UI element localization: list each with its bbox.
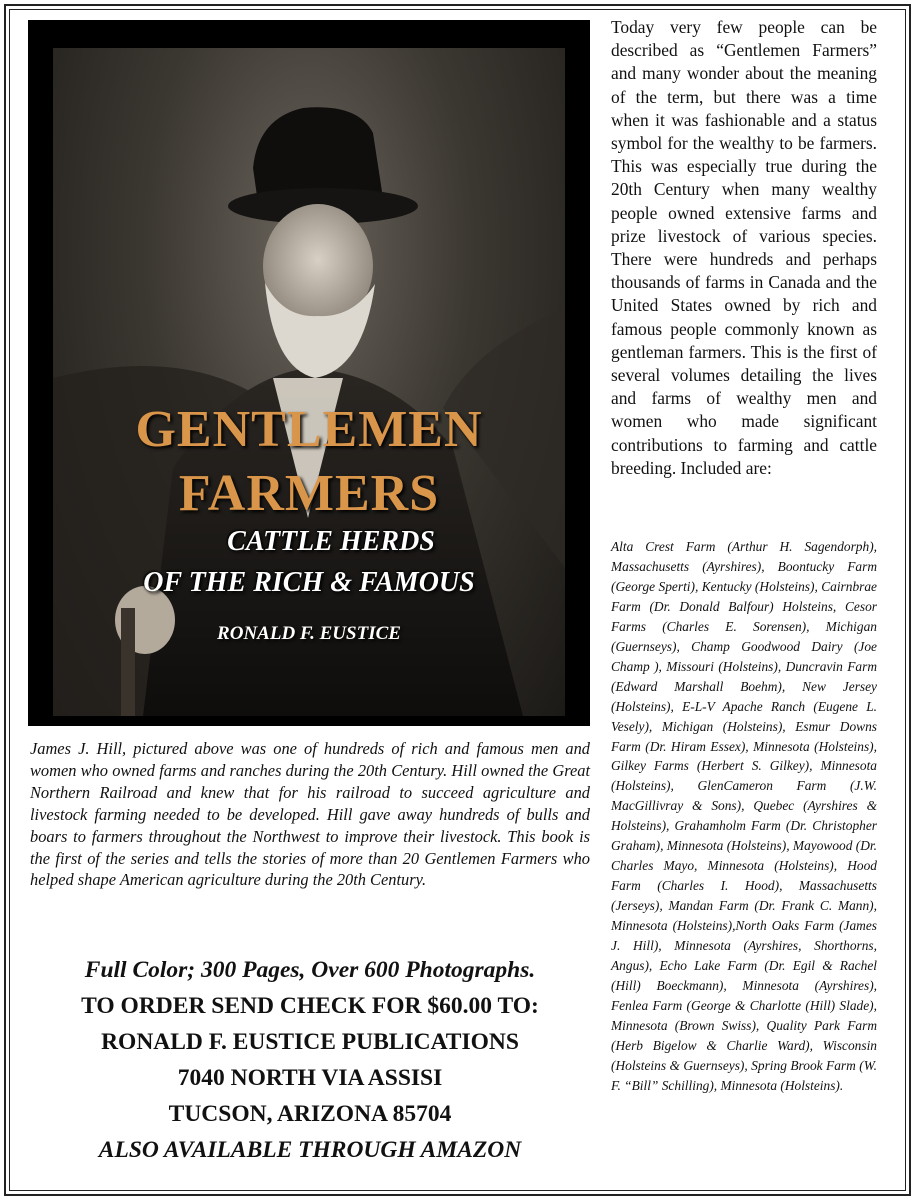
book-cover xyxy=(28,20,590,726)
cover-title-line1: GENTLEMEN xyxy=(135,401,483,458)
street-address: 7040 NORTH VIA ASSISI xyxy=(177,1065,443,1091)
order-info xyxy=(30,952,590,1168)
photo-caption: James J. Hill, pictured above was one of hundreds of rich and famous men and women who owned farms and ranches during the 20th Century. Hill owned the Great Northern Railroad and knew that for his railroad to succeed agriculture and livestock farming needed to be developed. Hill gave away hundreds of bulls and boars to farmers throughout the Northwest to improve their livestock. This book is the first of the series and tells the stories of more than 20 Gentlemen Farmers who helped shape American agriculture during the 20th Century. xyxy=(30,739,590,890)
cover-portrait-photo xyxy=(53,48,565,716)
cover-subtitle-line1: CATTLE HERDS xyxy=(227,526,435,557)
city-state-zip: TUCSON, ARIZONA 85704 xyxy=(168,1101,452,1127)
cover-subtitle-line2: OF THE RICH & FAMOUS xyxy=(143,567,475,598)
cover-author: RONALD F. EUSTICE xyxy=(217,623,401,644)
article-text: Today very few people can be described as “Gentlemen Farmers” and many wonder about the meaning of the term, but there was a time when it was fashionable and a status symbol for the wealthy to be farmers. This was especially true during the 20th Century when many wealthy people owned extensive farms and prize livestock of various species. There were hundreds and perhaps thousands of farms in Canada and the United States owned by rich and famous people commonly known as gentleman farmers. This is the first of several volumes detailing the lives and farms of wealthy men and women who made significant contributions to farming and cattle breeding. Included are: xyxy=(611,17,877,478)
farms-list: Alta Crest Farm (Arthur H. Sagendorph), Massachusetts (Ayrshires), Boontucky Farm (George Sperti), Kentucky (Holsteins), Cairnbrae Farm (Dr. Donald Balfour) Holsteins, Cesor Farms (Charles E. Sorensen), Michigan (Guernseys), Champ Goodwood Dairy (Joe Champ ), Missouri (Holsteins), Duncravin Farm (Edward Marshall Boehm), New Jersey (Holsteins), E-L-V Apache Ranch (Eugene L. Vesely), Michigan (Holsteins), Esmur Downs Farm (Dr. Hiram Essex), Minnesota (Holsteins), Gilkey Farms (Herbert S. Gilkey), Minnesota (Holsteins), GlenCameron Farm (J.W. MacGillivray & Sons), Quebec (Ayrshires & Holsteins), Grahamholm Farm (Dr. Christopher Graham), Minnesota (Holsteins), Mayowood (Dr. Charles Mayo, Minnesota (Holsteins), Hood Farm (Charles I. Hood), Massachusetts (Jerseys), Mandan Farm (Dr. Frank C. Mann), Minnesota (Holsteins),North Oaks Farm (James J. Hill), Minnesota (Ayrshires, Shorthorns, Angus), Echo Lake Farm (Dr. Egil & Rachel (Hill) Boeckmann), Minnesota (Ayrshires), Fenlea Farm (George & Charlotte (Hill) Slade), Minnesota (Brown Swiss), Quality Park Farm (Herb Bigelow & Charlie Ward), Wisconsin (Holsteins & Guernseys), Spring Brook Farm (W. F. “Bill” Schilling), Minnesota (Holsteins). xyxy=(611,539,877,1093)
cover-title-line2: FARMERS xyxy=(178,465,440,522)
amazon-availability: ALSO AVAILABLE THROUGH AMAZON xyxy=(98,1137,522,1163)
portrait-illustration xyxy=(53,48,565,716)
book-specs: Full Color; 300 Pages, Over 600 Photographs. xyxy=(84,957,536,983)
publisher-name: RONALD F. EUSTICE PUBLICATIONS xyxy=(101,1029,519,1055)
order-instruction: TO ORDER SEND CHECK FOR $60.00 TO: xyxy=(81,993,539,1019)
